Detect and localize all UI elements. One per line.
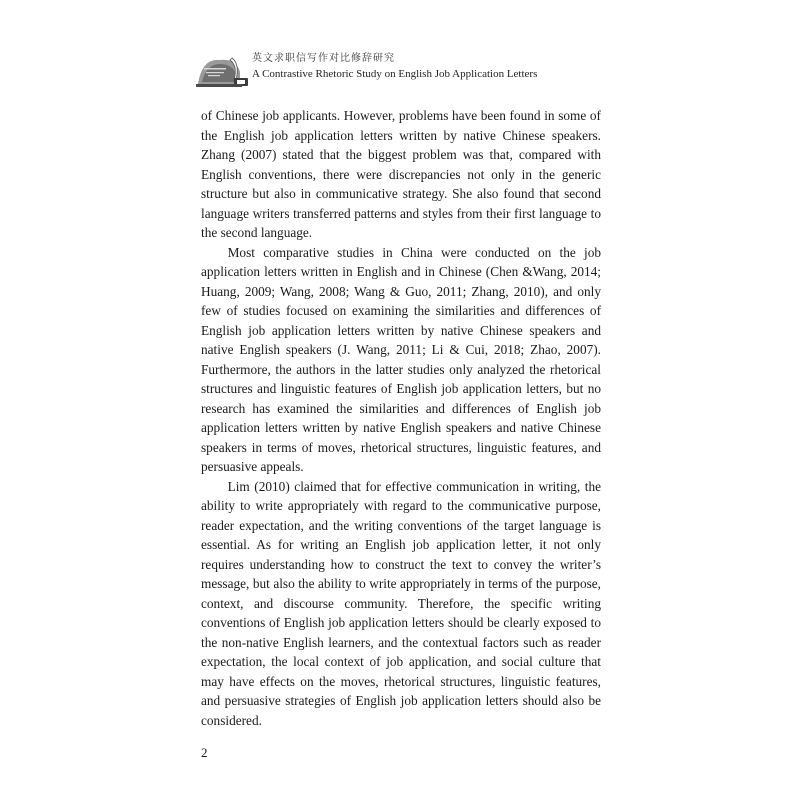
page-number: 2: [201, 745, 208, 760]
header-text-block: [252, 52, 612, 82]
header-title-chinese: 英文求职信写作对比修辞研究: [252, 53, 395, 64]
main-body-text: [201, 106, 601, 730]
running-header: [196, 50, 616, 90]
book-quill-logo-icon: [196, 54, 250, 88]
paragraph-1: of Chinese job applicants. However, problems have been found in some of the English job application letters written by native Chinese speakers. Zhang (2007) stated that the biggest problem was that, compared with English conventions, there were discrepancies not only in the generic structure but also in communicative strategy. She also found that second language writers transferred patterns and styles from their first language to the second language.: [201, 108, 601, 240]
header-title-english: A Contrastive Rhetoric Study on English Job Application Letters: [252, 68, 538, 80]
paragraph-2: Most comparative studies in China were conducted on the job application letters written in English and in Chinese (Chen &Wang, 2014; Huang, 2009; Wang, 2008; Wang & Guo, 2011; Zhang, 2010), and only few of studies focused on examining the similarities and differences of English job application letters written by native Chinese speakers and native English speakers (J. Wang, 2011; Li & Cui, 2018; Zhao, 2007). Furthermore, the authors in the latter studies only analyzed the rhetorical structures and linguistic features of English job application letters, but no research has examined the similarities and differences of English job application letters written by native English speakers and native Chinese speakers in terms of moves, rhetorical structures, linguistic features, and persuasive appeals.: [201, 244, 601, 474]
paragraph-3: Lim (2010) claimed that for effective communication in writing, the ability to write appropriately with regard to the communicative purpose, reader expectation, and the writing conventions of the target language is essential. As for writing an English job application letter, it not only requires understanding how to construct the text to convey the writer’s message, but also the ability to write appropriately in terms of the purpose, context, and discourse community. Therefore, the specific writing conventions of English job application letters should be clearly exposed to the non-native English learners, and the contextual factors such as reader expectation, the local context of job application, and social culture that may have effects on the moves, rhetorical structures, linguistic features, and persuasive strategies of English job application letters should also be considered.: [201, 478, 601, 728]
